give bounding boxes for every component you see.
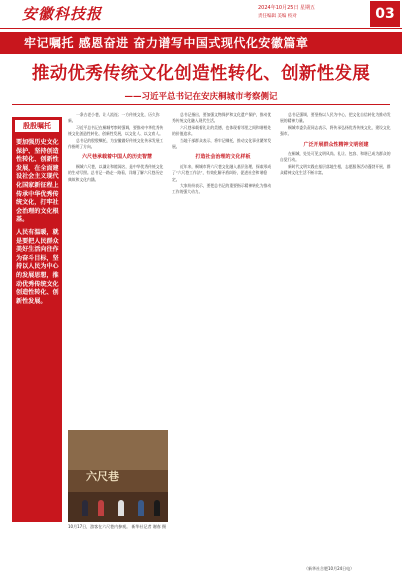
- paragraph: 桐城市委负责同志表示，将传承弘扬优秀传统文化，建设文化强市。: [280, 124, 391, 137]
- paragraph: 新时代文明实践在基层落地生根，志愿服务活动蓬勃开展，群众精神文化生活不断丰富。: [280, 163, 391, 176]
- section-banner: 牢记嘱托 感恩奋进 奋力谱写中国式现代化安徽篇章: [0, 32, 402, 54]
- section-heading: 打造社会治理的文化样板: [195, 154, 251, 161]
- sidebar-heading: 殷殷嘱托: [15, 120, 59, 132]
- paragraph: 六尺巷承载着礼让的美德，也体现着邻里之间和谐相处的价值追求。: [172, 124, 272, 137]
- editor-credits: 责任编辑 美编 校对: [258, 14, 297, 19]
- masthead: [0, 0, 402, 29]
- sidebar-paragraph: 要加强历史文化保护、坚持创造性转化、创新性发展，在全面建设社会主义现代化国家新征程上传承中华优秀传统文化，打牢社会治理的文化根基。: [16, 139, 59, 224]
- sidebar-paragraph: 人民有温暖，就是要把人民群众美好生活向往作为奋斗目标，坚持以人民为中心的发展思想，推动优秀传统文化创造性转化、创新性发展。: [16, 228, 59, 305]
- paragraph: 习近平总书记在桐城考察时强调，要推动中华优秀传统文化创造性转化、创新性发展，以文化人、以文育人。: [68, 124, 164, 137]
- paragraph: 近年来，桐城市将六尺巷文化融入基层治理，探索形成了“六尺巷工作法”，有效化解矛盾纠纷，促进社会和谐稳定。: [172, 163, 272, 182]
- sidebar-quote-box: [12, 117, 62, 522]
- section-heading: 广泛开展群众性精神文明创建: [303, 141, 369, 148]
- photo-person: [138, 500, 144, 516]
- section-heading: 六尺巷承载着中国人的历史智慧: [81, 154, 152, 161]
- article-column-3: [280, 112, 392, 572]
- title-divider: [12, 104, 390, 105]
- photo-person: [82, 500, 88, 516]
- paragraph: 总书记指出，要加强文物保护和文化遗产保护，推动优秀传统文化融入现代生活。: [172, 112, 272, 124]
- paragraph: 总书记的殷殷嘱托，为安徽做好传统文化传承发展工作指明了方向。: [68, 137, 164, 150]
- news-photo: [68, 430, 168, 522]
- photo-caption: 10月17日，游客在六尺巷内参观。 新华社记者 谢春 摄: [68, 524, 166, 529]
- dateline-footnote: （新华社合肥10月24日电）: [304, 566, 355, 571]
- paragraph: 桐城六尺巷，以谦让和睦闻名，是中华优秀传统文化的生动写照。总书记一路走一路看，详细了解六尺巷历史典故和文化内涵。: [68, 163, 164, 182]
- photo-person: [154, 500, 160, 516]
- sidebar-text: [16, 139, 59, 306]
- paragraph: 当地干部群众表示，将牢记嘱托，推动文化事业繁荣发展。: [172, 137, 272, 150]
- paragraph: 大家纷纷表示，要把总书记的重要指示精神转化为推动工作的强大动力。: [172, 183, 272, 195]
- issue-date: 2024年10月25日 星期五: [258, 5, 316, 11]
- page-number: 03: [370, 1, 400, 27]
- paragraph: 在桐城，处处可见文明风尚。礼让、包容、和谐已成为群众的自觉行动。: [280, 151, 391, 163]
- article-subtitle: ——习近平总书记在安庆桐城市考察侧记: [124, 92, 278, 102]
- photo-sign: 六尺巷: [86, 470, 119, 483]
- photo-person: [118, 500, 124, 516]
- article-title: 推动优秀传统文化创造性转化、创新性发展: [31, 64, 371, 84]
- newspaper-logo: 安徽科技报: [22, 5, 103, 23]
- photo-person: [98, 500, 104, 516]
- paragraph: 总书记强调，要坚持以人民为中心，把文化自信转化为推动发展的精神力量。: [280, 112, 391, 124]
- paragraph: 一条古老小巷，让人流连；一方传统文化，历久弥新。: [68, 112, 160, 124]
- article-column-1: [68, 112, 166, 430]
- photo-wall: [68, 430, 168, 470]
- article-column-2: [172, 112, 274, 572]
